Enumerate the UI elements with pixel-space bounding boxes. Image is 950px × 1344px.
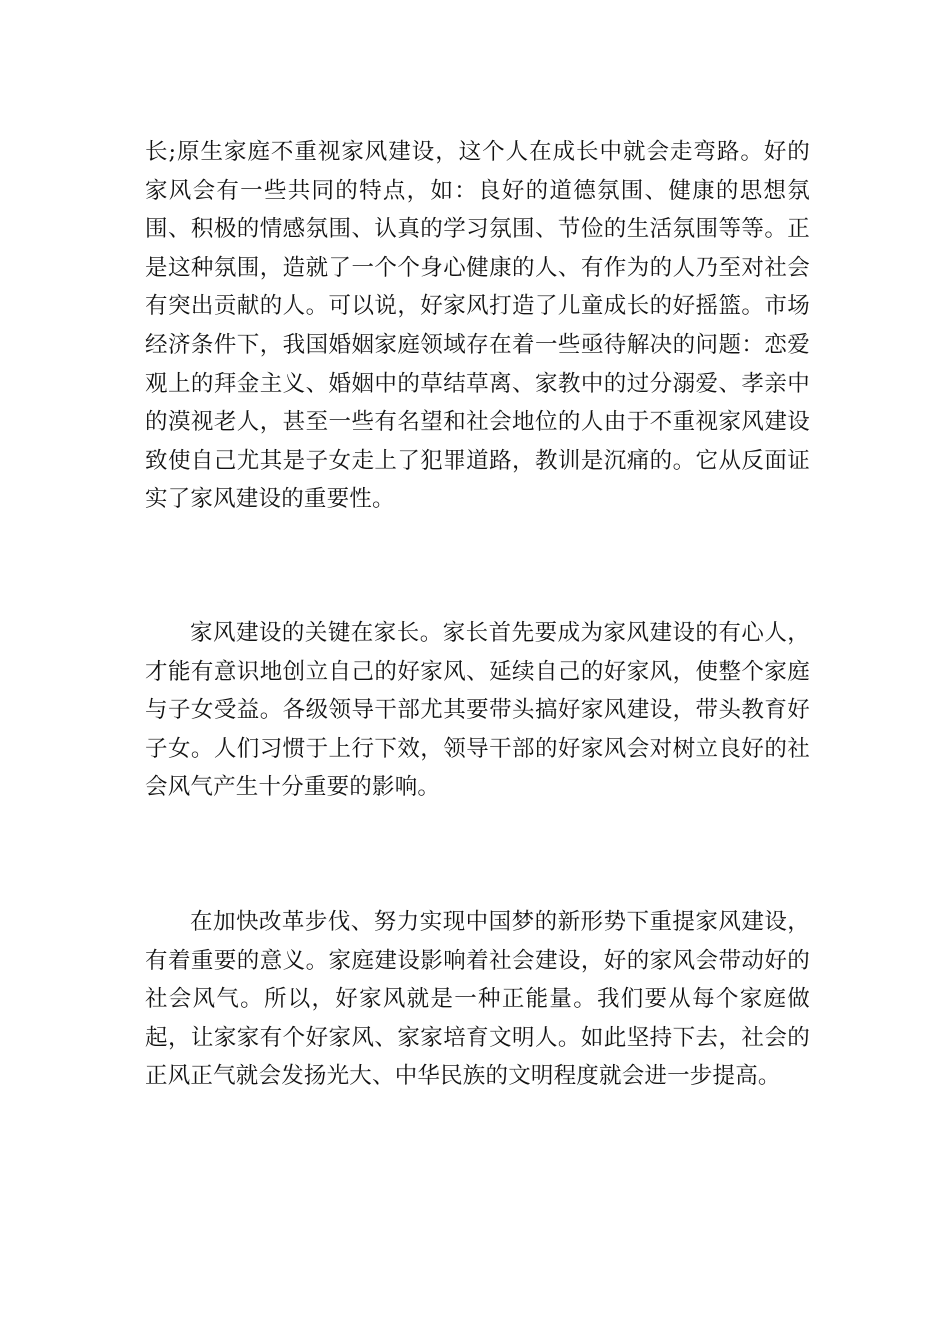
paragraph-new-situation: 在加快改革步伐、努力实现中国梦的新形势下重提家风建设，有着重要的意义。家庭建设影响着社会建设，好的家风会带动好的社会风气。所以，好家风就是一种正能量。我们要从每个家庭做起，让家家有个好家风、家家培育文明人。如此坚持下去，社会的正风正气就会发扬光大、中华民族的文明程度就会进一步提高。 (145, 909, 810, 1090)
paragraph-family-head: 家风建设的关键在家长。家长首先要成为家风建设的有心人，才能有意识地创立自己的好家风、延续自己的好家风，使整个家庭与子女受益。各级领导干部尤其要带头搞好家风建设，带头教育好子女。人们习惯于上行下效，领导干部的好家风会对树立良好的社会风气产生十分重要的影响。 (145, 620, 810, 801)
paragraph-continued: 长;原生家庭不重视家风建设，这个人在成长中就会走弯路。好的家风会有一些共同的特点，如：良好的道德氛围、健康的思想氛围、积极的情感氛围、认真的学习氛围、节俭的生活氛围等等。正是这种氛围，造就了一个个身心健康的人、有作为的人乃至对社会有突出贡献的人。可以说，好家风打造了儿童成长的好摇篮。市场经济条件下，我国婚姻家庭领域存在着一些亟待解决的问题：恋爱观上的拜金主义、婚姻中的草结草离、家教中的过分溺爱、孝亲中的漠视老人，甚至一些有名望和社会地位的人由于不重视家风建设致使自己尤其是子女走上了犯罪道路，教训是沉痛的。它从反面证实了家风建设的重要性。 (145, 139, 810, 513)
